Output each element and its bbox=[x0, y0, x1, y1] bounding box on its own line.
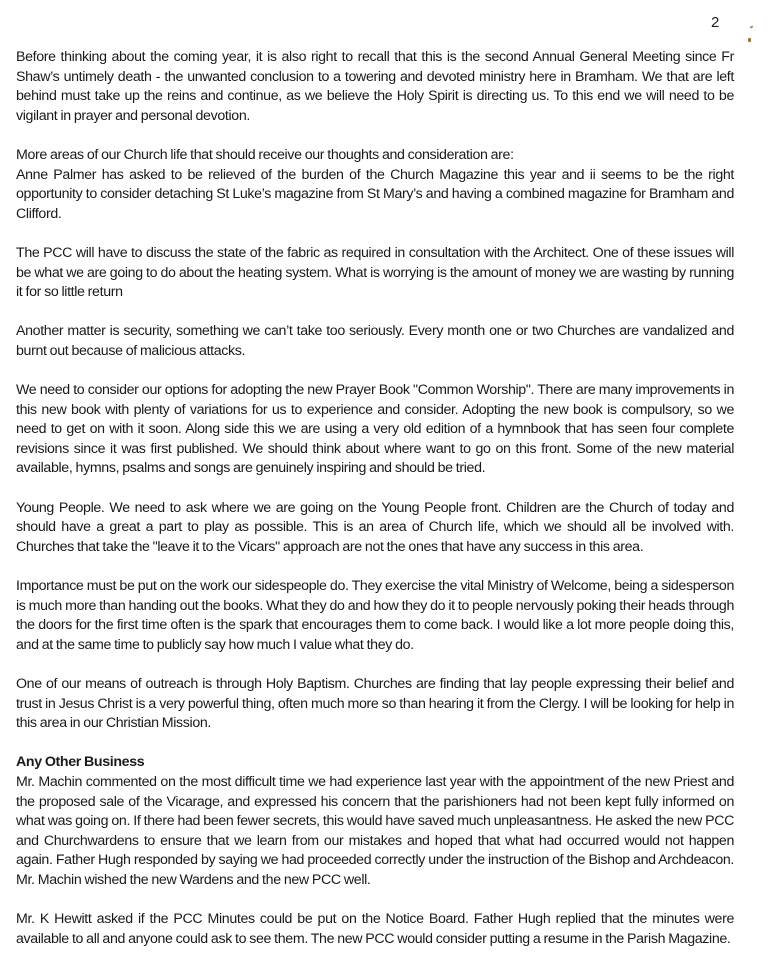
paragraph-fabric-heating: The PCC will have to discuss the state of the fabric as required in consultation with the Architect. One of these issues will be what we are going to do about the heating system. What is worrying is the amount of money we are wasting by running it for so little return bbox=[16, 244, 734, 301]
paragraph-young-people: Young People. We need to ask where we are going on the Young People front. Children are the Church of today and should have a great a part to play as possible. This is an area of Church life, which we should all be involved with. Churches that take the "leave it to the Vicars" approach are not the ones that have any success in this area. bbox=[16, 499, 734, 555]
paragraph-aob-hewitt: Mr. K Hewitt asked if the PCC Minutes could be put on the Notice Board. Father Hugh replied that the minutes were available to all and anyone could ask to see them. The new PCC would consider putting a resume in the Parish Magazine. bbox=[16, 911, 734, 947]
page-number: 2 bbox=[711, 14, 720, 31]
section-heading-aob: Any Other Business bbox=[16, 754, 145, 771]
paragraph-magazine: Anne Palmer has asked to be relieved of the burden of the Church Magazine this year and ii seems to be the right opportunity to consider detaching St Luke’s magazine from St Mary’s and having a combined magazine for Bramham and Clifford. bbox=[16, 166, 734, 222]
paragraph-security: Another matter is security, something we can’t take too seriously. Every month one or two Churches are vandalized and burnt out because of malicious attacks. bbox=[16, 323, 734, 359]
scan-speck bbox=[748, 38, 751, 42]
document-body bbox=[16, 48, 734, 969]
paragraph-sidespeople: Importance must be put on the work our sidespeople do. They exercise the vital Ministry of Welcome, being a sidesperson is much more than handing out the books. What they do and how they do it to people nervously poking their heads through the doors for the first time often is the spark that encourages them to come back. I would like a lot more people doing this, and at the same time to publicly say how much I value what they do. bbox=[16, 578, 734, 653]
scan-speck bbox=[750, 25, 754, 28]
paragraph-aob-machin: Mr. Machin commented on the most difficult time we had experience last year with the appointment of the new Priest and the proposed sale of the Vicarage, and expressed his concern that the parishioners had not been kept fully informed on what was going on. If there had been fewer secrets, this would have saved much unpleasantness. He asked the new PCC and Churchwardens to ensure that we learn from our mistakes and hoped that what had occurred would not happen again. Father Hugh responded by saying we had proceeded correctly under the instruction of the Bishop and Archdeacon. Mr. Machin wished the new Wardens and the new PCC well. bbox=[16, 773, 734, 888]
paragraph-remembrance: Before thinking about the coming year, it is also right to recall that this is the second Annual General Meeting since Fr Shaw’s untimely death - the unwanted conclusion to a towering and devoted ministry here in Bramham. We that are left behind must take up the reins and continue, as we believe the Holy Spirit is directing us. To this end we will need to be vigilant in prayer and personal devotion. bbox=[16, 49, 734, 124]
paragraph-areas-group bbox=[16, 146, 734, 224]
paragraph-areas-intro: More areas of our Church life that should receive our thoughts and consideration are: bbox=[16, 146, 514, 163]
paragraph-prayer-book: We need to consider our options for adopting the new Prayer Book "Common Worship". There are many improvements in this new book with plenty of variations for us to experience and consider. Adopting the new book is compulsory, so we need to get on with it soon. Along side this we are using a very old edition of a hymnbook that has seen four complete revisions since it was first published. We should think about where want to go on this front. Some of the new material available, hymns, psalms and songs are genuinely inspiring and should be tried. bbox=[16, 382, 734, 477]
paragraph-baptism: One of our means of outreach is through Holy Baptism. Churches are finding that lay people expressing their belief and trust in Jesus Christ is a very powerful thing, often much more so than hearing it from the Clergy. I will be looking for help in this area in our Christian Mission. bbox=[16, 676, 734, 732]
